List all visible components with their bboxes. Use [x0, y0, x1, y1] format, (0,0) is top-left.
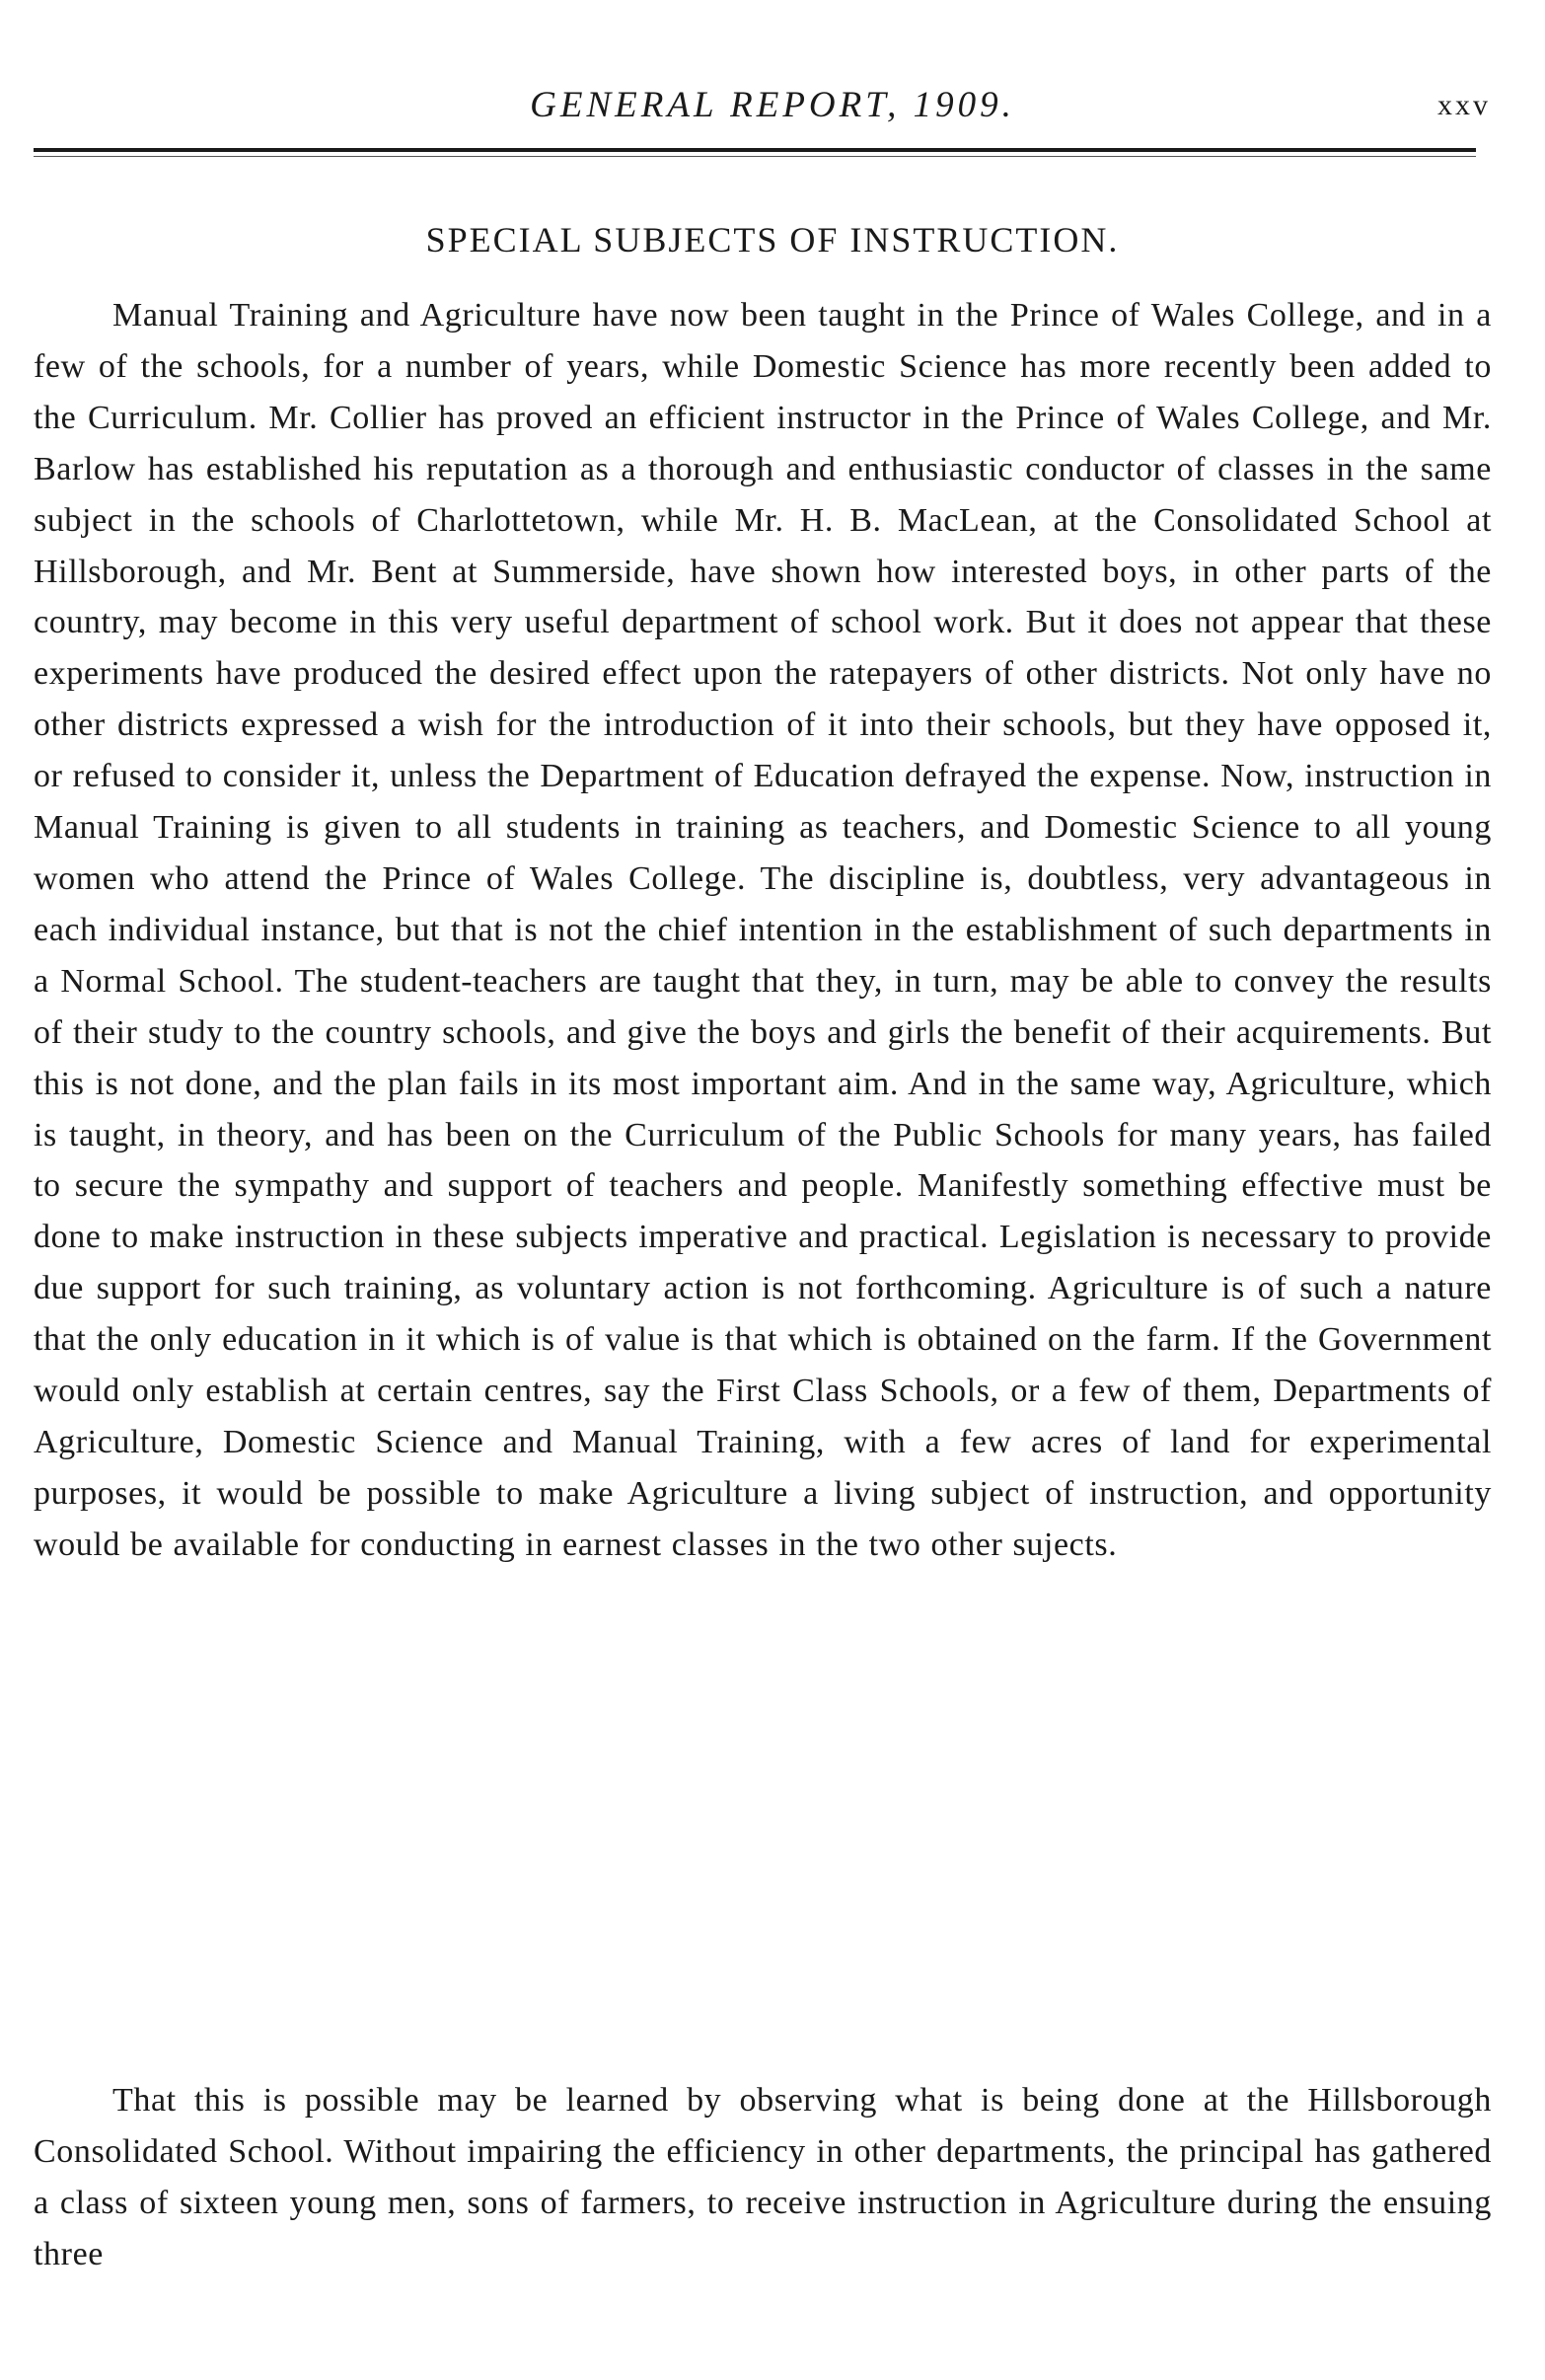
page-number: xxv	[1437, 89, 1491, 121]
section-title: SPECIAL SUBJECTS OF INSTRUCTION.	[425, 220, 1120, 260]
header-double-rule	[34, 148, 1476, 160]
running-header	[0, 81, 1545, 130]
body-paragraph-1: Manual Training and Agriculture have now been taught in the Prince of Wales College, and in a few of the schools, for a number of years, while Domestic Science has more recently been added to the Curriculum. Mr. Collier has proved an efficient instructor in the Prince of Wales College, and Mr. Barlow has established his reputation as a thorough and enthusiastic conductor of classes in the same subject in the schools of Charlottetown, while Mr. H. B. MacLean, at the Consolidated School at Hillsborough, and Mr. Bent at Summerside, have shown how interested boys, in other parts of the country, may become in this very useful department of school work. But it does not appear that these experiments have produced the desired effect upon the ratepayers of other districts. Not only have no other districts expressed a wish for the introduction of it into their schools, but they have opposed it, or refused to consider it, unless the Department of Education defrayed the expense. Now, instruction in Manual Training is given to all students in training as teachers, and Domestic Science to all young women who attend the Prince of Wales College. The discipline is, doubtless, very advantageous in each individual instance, but that is not the chief intention in the establishment of such departments in a Normal School. The student-teachers are taught that they, in turn, may be able to convey the results of their study to the country schools, and give the boys and girls the benefit of their acquirements. But this is not done, and the plan fails in its most important aim. And in the same way, Agriculture, which is taught, in theory, and has been on the Curriculum of the Public Schools for many years, has failed to secure the sympathy and support of teachers and people. Manifestly something effective must be done to make instruction in these subjects imperative and practical. Legislation is necessary to provide due support for such training, as voluntary action is not forthcoming. Agriculture is of such a nature that the only education in it which is of value is that which is obtained on the farm. If the Government would only establish at certain centres, say the First Class Schools, or a few of them, Departments of Agriculture, Domestic Science and Manual Training, with a few acres of land for experimental purposes, it would be possible to make Agriculture a living subject of instruction, and opportunity would be available for conducting in earnest classes in the two other sujects.	[34, 297, 1492, 1563]
header-rule-thick	[34, 148, 1476, 152]
body-paragraph-2: That this is possible may be learned by observing what is being done at the Hillsborough Consolidated School. Without impairing the efficiency in other departments, the principal has gathered a class of sixteen young men, sons of farmers, to receive instruction in Agriculture during the ensuing three	[34, 2082, 1492, 2272]
running-title: GENERAL REPORT, 1909.	[530, 85, 1015, 125]
header-rule-thin	[34, 156, 1476, 157]
